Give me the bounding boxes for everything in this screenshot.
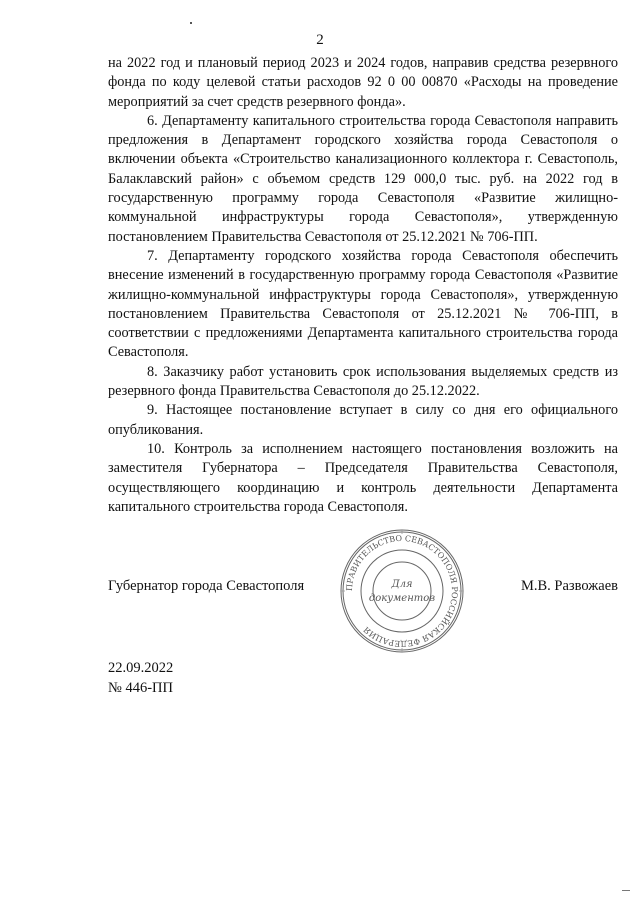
scan-corner-mark [622,890,630,897]
signatory-name: М.В. Развожаев [520,578,618,594]
paragraph-item-8: 8. Заказчику работ установить срок использования выделяемых средств из резервного фонда Правительства Севастополя до 25.12.2022. [108,363,618,400]
document-body [108,54,618,517]
document-meta [108,658,173,698]
scan-speck [190,22,192,24]
seal-outer-text: ПРАВИТЕЛЬСТВО СЕВАСТОПОЛЯ РОССИЙСКАЯ ФЕДЕРАЦИЯ [344,533,460,649]
signatory-position: Губернатор города Севастополя [108,578,305,594]
seal-center-line1: Для [391,579,413,590]
paragraph-item-6: 6. Департаменту капитального строительства города Севастополя направить предложения в Департамент городского хозяйства города Севастополя о включении объекта «Строительство канализационного коллектора г. Севастополь, Балаклавский район» с объемом средств 129 000,0 тыс. руб. на 2022 год в государственную программу города Севастополя «Развитие жилищно-коммунальной инфраструктуры города Севастополя», утвержденную постановлением Правительства Севастополя от 25.12.2021 № 706-ПП. [108,112,618,245]
document-date: 22.09.2022 [108,660,174,676]
page-number: 2 [316,32,324,48]
signature-block [108,578,618,600]
seal-center-line2: документов [368,593,436,604]
paragraph-item-9: 9. Настоящее постановление вступает в силу со дня его официального опубликования. [108,402,618,438]
paragraph-item-7: 7. Департаменту городского хозяйства города Севастополя обеспечить внесение изменений в государственную программу города Севастополя «Развитие жилищно-коммунальной инфраструктуры города Севастополя», утвержденную постановлением Правительства Севастополя от 25.12.2021 № 706-ПП, в соответствии с предложениями Департамента капитального строительства города Севастополя. [108,247,618,361]
document-number: № 446-ПП [108,680,173,696]
paragraph-continuation: на 2022 год и плановый период 2023 и 2024 годов, направив средства резервного фонда по коду целевой статьи расходов 92 0 00 00870 «Расходы на проведение мероприятий за счет средств резервного фонда». [108,55,618,110]
paragraph-item-10: 10. Контроль за исполнением настоящего постановления возложить на заместителя Губернатора – Председателя Правительства Севастополя, осуществляющего координацию и контроль деятельности Департамента капитального строительства города Севастополя. [108,440,618,515]
